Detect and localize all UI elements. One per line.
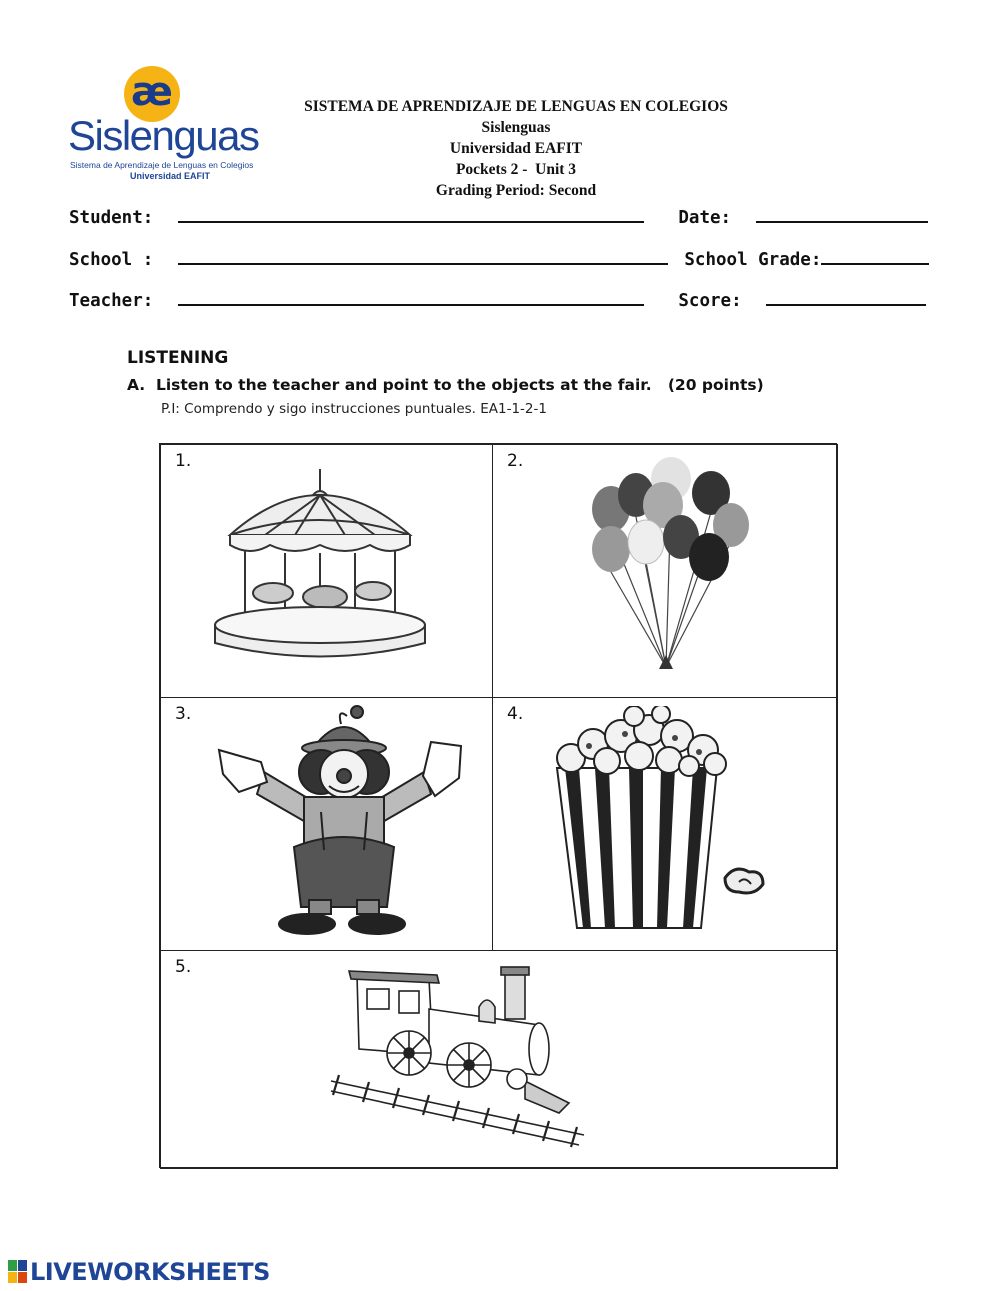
- date-field[interactable]: [756, 203, 928, 223]
- item-cell-4[interactable]: [492, 697, 838, 951]
- school-grade-label: School Grade:: [684, 250, 822, 270]
- school-label: School :: [69, 250, 154, 270]
- instruction-text: A. Listen to the teacher and point to the objects at the fair. (20 points): [127, 376, 764, 394]
- score-field[interactable]: [766, 286, 926, 306]
- student-label: Student:: [69, 208, 154, 228]
- liveworksheets-logo-icon: [8, 1260, 28, 1284]
- student-row: [69, 203, 928, 228]
- carousel-icon: [205, 465, 435, 665]
- teacher-label: Teacher:: [69, 291, 154, 311]
- header-line-1: SISTEMA DE APRENDIZAJE DE LENGUAS EN COLEGIOS: [304, 98, 728, 115]
- item-cell-2[interactable]: [492, 444, 838, 698]
- school-grade-field[interactable]: [821, 245, 929, 265]
- school-field[interactable]: [178, 245, 668, 265]
- performance-indicator: P.I: Comprendo y sigo instrucciones puntuales. EA1-1-2-1: [161, 401, 547, 417]
- item-number-3: 3.: [175, 704, 192, 724]
- clown-icon: [209, 702, 467, 942]
- logo-symbol: æ: [124, 66, 180, 122]
- popcorn-icon: [549, 706, 789, 931]
- picture-grid: [159, 443, 837, 1168]
- score-label: Score:: [678, 291, 742, 311]
- section-title: LISTENING: [127, 348, 229, 368]
- item-cell-3[interactable]: [160, 697, 493, 951]
- teacher-row: [69, 286, 926, 311]
- sislenguas-logo: [66, 62, 259, 186]
- header-line-4: Pockets 2 - Unit 3: [455, 161, 577, 178]
- item-number-1: 1.: [175, 451, 192, 471]
- document-header: [256, 96, 776, 201]
- item-cell-1[interactable]: [160, 444, 493, 698]
- header-line-3: Universidad EAFIT: [449, 140, 583, 157]
- logo-subtitle: Sistema de Aprendizaje de Lenguas en Colegios: [70, 160, 254, 170]
- school-row: [69, 245, 929, 270]
- logo-wordmark: Sislenguas: [68, 112, 259, 159]
- teacher-field[interactable]: [178, 286, 644, 306]
- balloons-icon: [581, 457, 751, 672]
- item-number-4: 4.: [507, 704, 524, 724]
- header-line-5: Grading Period: Second: [435, 182, 597, 199]
- train-icon: [329, 963, 594, 1153]
- logo-university: Universidad EAFIT: [130, 171, 211, 181]
- item-number-5: 5.: [175, 957, 192, 977]
- liveworksheets-wordmark: LIVEWORKSHEETS: [30, 1258, 270, 1286]
- header-line-2: Sislenguas: [481, 119, 551, 136]
- date-label: Date:: [678, 208, 732, 228]
- item-cell-5[interactable]: [160, 950, 838, 1169]
- item-number-2: 2.: [507, 451, 524, 471]
- student-field[interactable]: [178, 203, 644, 223]
